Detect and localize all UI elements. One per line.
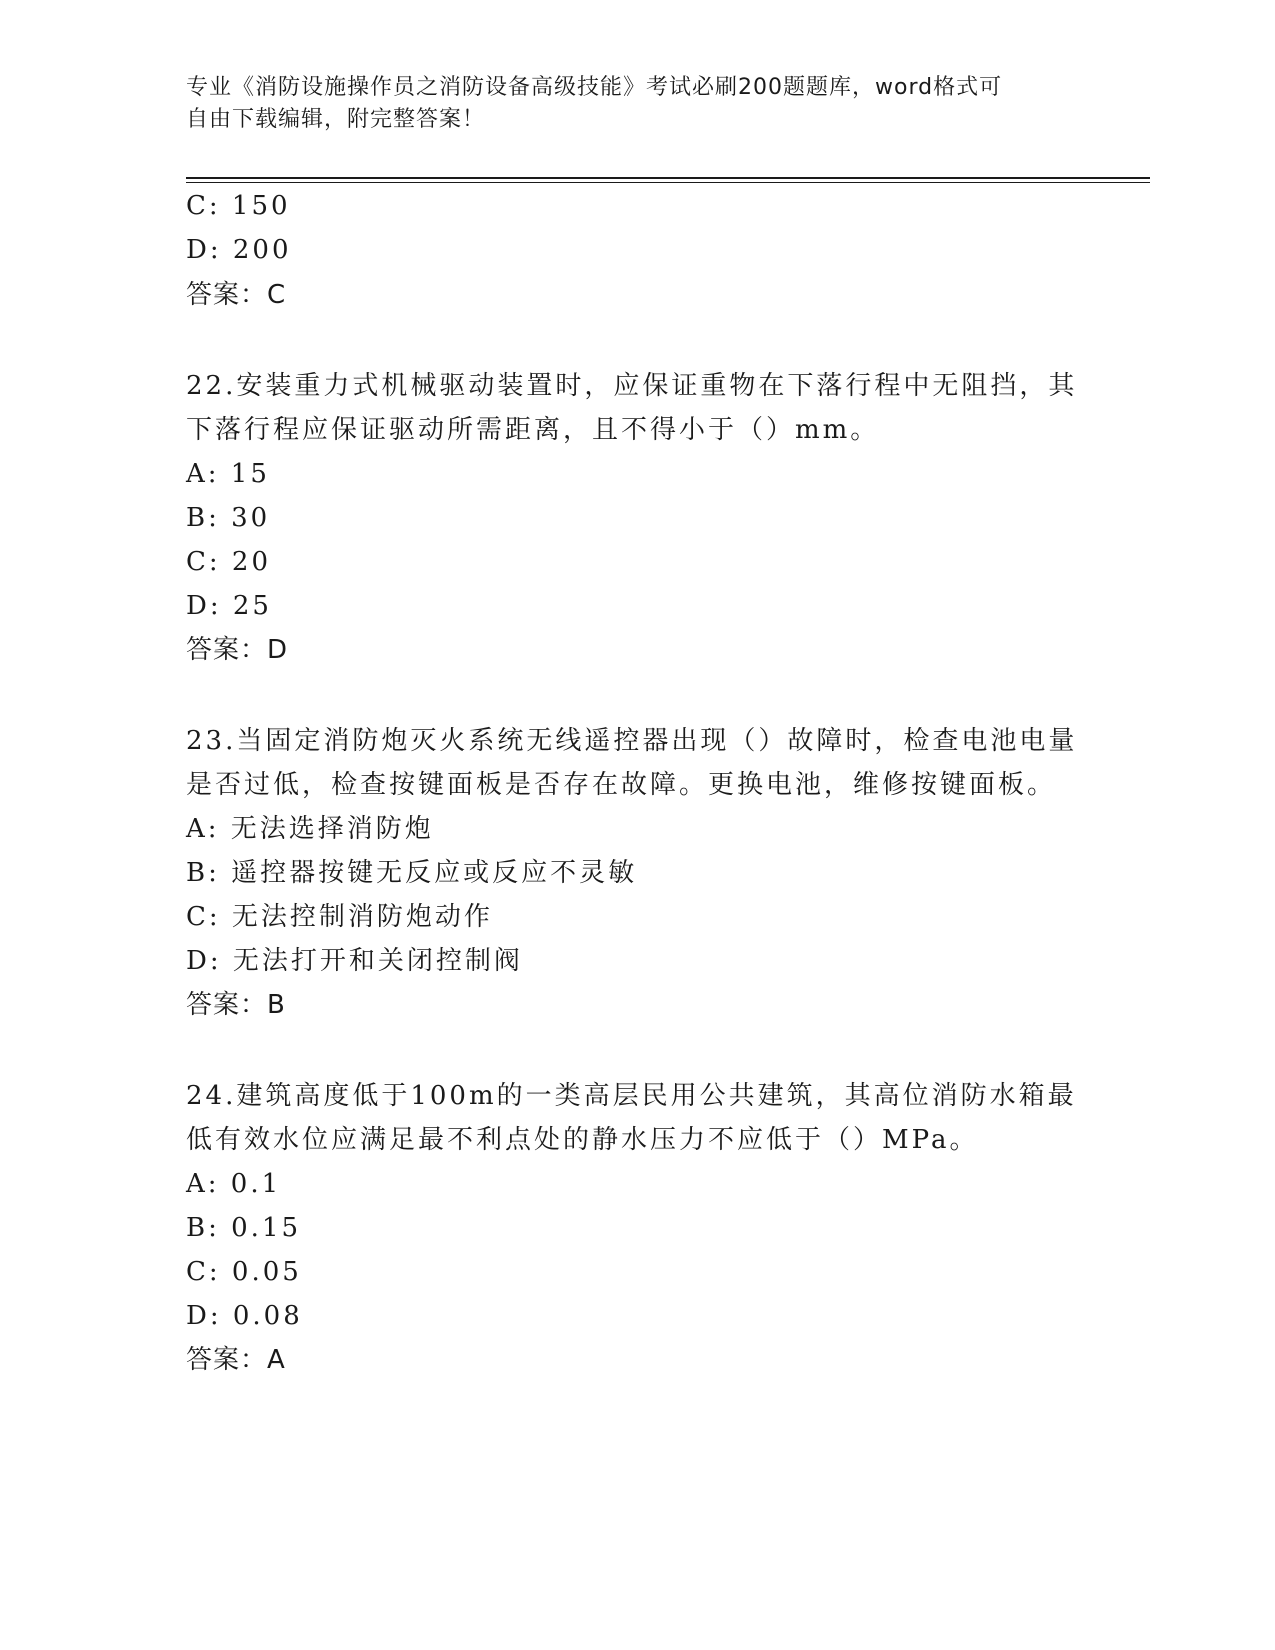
question-22-option-b: B: 30 xyxy=(186,503,271,533)
header-line-1: 专业《消防设施操作员之消防设备高级技能》考试必刷200题题库，word格式可 xyxy=(186,75,1003,100)
document-header xyxy=(186,72,1066,136)
header-divider xyxy=(186,177,1150,179)
question-22-text-line-2: 下落行程应保证驱动所需距离，且不得小于（）mm。 xyxy=(186,415,880,445)
question-23-option-b: B: 遥控器按键无反应或反应不灵敏 xyxy=(186,858,638,888)
question-22-option-d: D: 25 xyxy=(186,591,272,621)
question-22-option-c: C: 20 xyxy=(186,547,272,577)
prev-option-d: D: 200 xyxy=(186,235,292,265)
question-22-text-line-1: 22.安装重力式机械驱动装置时，应保证重物在下落行程中无阻挡，其 xyxy=(186,371,1078,401)
question-24-text-line-1: 24.建筑高度低于100m的一类高层民用公共建筑，其高位消防水箱最 xyxy=(186,1081,1077,1111)
question-22-option-a: A: 15 xyxy=(186,459,270,489)
question-24-option-a: A: 0.1 xyxy=(186,1169,282,1199)
question-23-option-c: C: 无法控制消防炮动作 xyxy=(186,902,493,932)
question-24-answer: 答案：A xyxy=(186,1345,286,1375)
header-divider-thin xyxy=(186,182,1150,183)
header-line-2: 自由下载编辑，附完整答案！ xyxy=(186,107,486,132)
question-24-option-b: B: 0.15 xyxy=(186,1213,302,1243)
prev-option-c: C: 150 xyxy=(186,191,291,221)
question-24-option-d: D: 0.08 xyxy=(186,1301,303,1331)
question-24-text-line-2: 低有效水位应满足最不利点处的静水压力不应低于（）MPa。 xyxy=(186,1125,979,1155)
question-23-option-d: D: 无法打开和关闭控制阀 xyxy=(186,946,523,976)
prev-answer: 答案：C xyxy=(186,280,287,310)
question-23-text-line-1: 23.当固定消防炮灭火系统无线遥控器出现（）故障时，检查电池电量 xyxy=(186,726,1078,756)
question-23-option-a: A: 无法选择消防炮 xyxy=(186,814,434,844)
question-23-text-line-2: 是否过低，检查按键面板是否存在故障。更换电池，维修按键面板。 xyxy=(186,770,1057,800)
question-23-answer: 答案：B xyxy=(186,990,286,1020)
question-24-option-c: C: 0.05 xyxy=(186,1257,302,1287)
question-22-answer: 答案：D xyxy=(186,635,289,665)
